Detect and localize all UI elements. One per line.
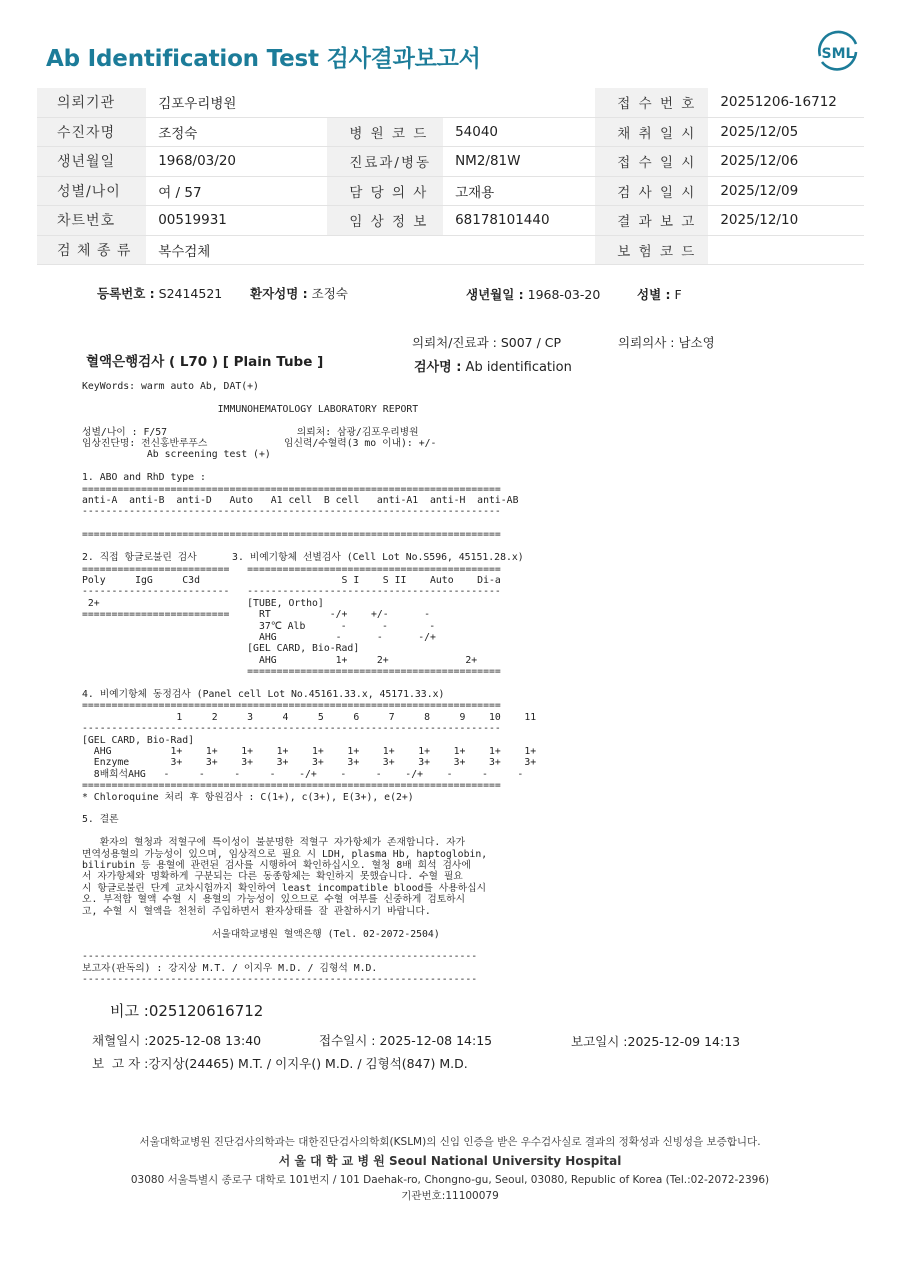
info-value: 2025/12/06 [708,147,864,177]
info-table [37,88,864,265]
remarks: 비고 :025120616712 [110,1002,264,1020]
info-label [327,235,443,265]
info-row [37,88,864,117]
report-time: 보고일시 :2025-12-09 14:13 [571,1034,741,1049]
reg-number: 등록번호 : S2414521 [97,286,223,301]
info-label: 접 수 일 시 [595,147,708,177]
report-title: Ab Identification Test 검사결과보고서 [46,46,481,72]
info-value: 2025/12/09 [708,176,864,206]
info-value: 고재용 [443,176,595,206]
patient-sex: 성별 : F [637,287,682,302]
info-value: 20251206-16712 [708,88,864,117]
hospital-name: 서 울 대 학 교 병 원 Seoul National University Hospital [278,1154,622,1168]
hospital-address: 03080 서울특별시 종로구 대학로 101번지 / 101 Daehak-ro, Chongno-gu, Seoul, 03080, Republic of Korea (Tel.:02-2072-2396) [130,1174,770,1186]
reporter: 보 고 자 :강지상(24465) M.T. / 이지우() M.D. / 김형석(847) M.D. [92,1056,468,1071]
info-value: 1968/03/20 [146,147,327,177]
info-value: 2025/12/10 [708,206,864,236]
institution-number: 기관번호:11100079 [401,1190,499,1202]
info-label: 수진자명 [37,117,146,147]
receive-time: 접수일시 : 2025-12-08 14:15 [319,1033,493,1048]
patient-dob: 생년월일 : 1968-03-20 [466,287,601,302]
info-label: 검 체 종 류 [37,235,146,265]
info-row [37,235,864,265]
info-label [327,88,443,117]
info-label: 담 당 의 사 [327,176,443,206]
info-value [708,235,864,265]
info-label: 접 수 번 호 [595,88,708,117]
info-value: 여 / 57 [146,176,327,206]
info-label: 보 험 코 드 [595,235,708,265]
info-value: 김포우리병원 [146,88,327,117]
sml-logo [814,30,862,76]
info-row [37,176,864,206]
info-row [37,206,864,236]
logo-text: SML [821,46,855,62]
collect-time: 채혈일시 :2025-12-08 13:40 [92,1033,262,1048]
info-value: 68178101440 [443,206,595,236]
info-row [37,117,864,147]
info-label: 임 상 정 보 [327,206,443,236]
info-value [443,88,595,117]
requesting-dept: 의뢰처/진료과 : S007 / CP [412,335,562,350]
requesting-doctor: 의뢰의사 : 남소영 [618,335,715,350]
info-label: 병 원 코 드 [327,117,443,147]
info-row [37,147,864,177]
test-name: 검사명 : Ab identification [414,360,572,375]
info-value: 조정숙 [146,117,327,147]
info-value: 2025/12/05 [708,117,864,147]
info-label: 채 취 일 시 [595,117,708,147]
info-value: 54040 [443,117,595,147]
info-label: 성별/나이 [37,176,146,206]
info-value [443,235,595,265]
info-label: 생년월일 [37,147,146,177]
info-label: 의뢰기관 [37,88,146,117]
info-label: 차트번호 [37,206,146,236]
info-label: 진료과/병동 [327,147,443,177]
info-value: 복수검체 [146,235,327,265]
info-value: 00519931 [146,206,327,236]
test-category: 혈액은행검사 ( L70 ) [ Plain Tube ] [86,354,324,370]
lab-report-body: KeyWords: warm auto Ab, DAT(+) IMMUNOHEMATOLOGY LABORATORY REPORT 성별/나이 : F/57 의뢰처: 삼광/김포우리병원 임상진단명: 전신홍반루푸스 임신력/수혈력(3 mo 이내): +/- Ab screening test (+) 1. ABO and RhD type : ======================================================================= anti-A anti-B anti-D Auto A1 cell B cell anti-A1 anti-H anti-AB ----------------------------------------------------------------------- ======================================================================= 2. 직접 항글로불린 검사 3. 비예기항체 선별검사 (Cell Lot No.S596, 45151.28.x) ========================= =========================================== Poly IgG C3d S I S II Auto Di-a ------------------------- ------------------------------------------- 2+ [TUBE, Ortho] ========================= RT -/+ +/- - 37℃ Alb - - - AHG - - -/+ [GEL CARD, Bio-Rad] AHG 1+ 2+ 2+ =========================================== 4. 비예기항체 동정검사 (Panel cell Lot No.45161.33.x, 45171.33.x) ======================================================================= 1 2 3 4 5 6 7 8 9 10 11 ----------------------------------------------------------------------- [GEL CARD, Bio-Rad] AHG 1+ 1+ 1+ 1+ 1+ 1+ 1+ 1+ 1+ 1+ 1+ Enzyme 3+ 3+ 3+ 3+ 3+ 3+ 3+ 3+ 3+ 3+ 3+ 8배희석AHG - - - - -/+ - - -/+ - - - ======================================================================= * Chloroquine 처리 후 항원검사 : C(1+), c(3+), E(3+), e(2+) 5. 결론 환자의 혈청과 적혈구에 특이성이 불분명한 적혈구 자가항체가 존재합니다. 자가 면역성용혈의 가능성이 있으며, 임상적으로 필요 시 LDH, plasma Hb, haptoglobin, bilirubin 등 용혈에 관련된 검사를 시행하여 확인하십시오. 혈청 8배 희석 검사에 서 자가항체와 명확하게 구분되는 다른 동종항체는 확인하지 못했습니다. 수혈 필요 시 항글로불린 단계 교차시험까지 확인하여 least incompatible blood를 사용하십시 오. 부적합 혈액 수혈 시 용혈의 가능성이 있으므로 수혈 여부를 신중하게 검토하시 고, 수혈 시 혈액을 천천히 주입하면서 환자상태를 잘 관찰하시기 바랍니다. 서울대학교병원 혈액은행 (Tel. 02-2072-2504) ------------------------------------------------------------------- 보고자(판독의) : 강지상 M.T. / 이지우 M.D. / 김형석 M.D. ------------------------------------------------------------------- [82,381,537,986]
info-label: 검 사 일 시 [595,176,708,206]
info-value: NM2/81W [443,147,595,177]
accreditation-note: 서울대학교병원 진단검사의학과는 대한진단검사의학회(KSLM)의 신임 인증을 받은 우수검사실로 결과의 정확성과 신빙성을 보증합니다. [139,1136,761,1148]
info-label: 결 과 보 고 [595,206,708,236]
patient-name: 환자성명 : 조정숙 [250,286,348,301]
